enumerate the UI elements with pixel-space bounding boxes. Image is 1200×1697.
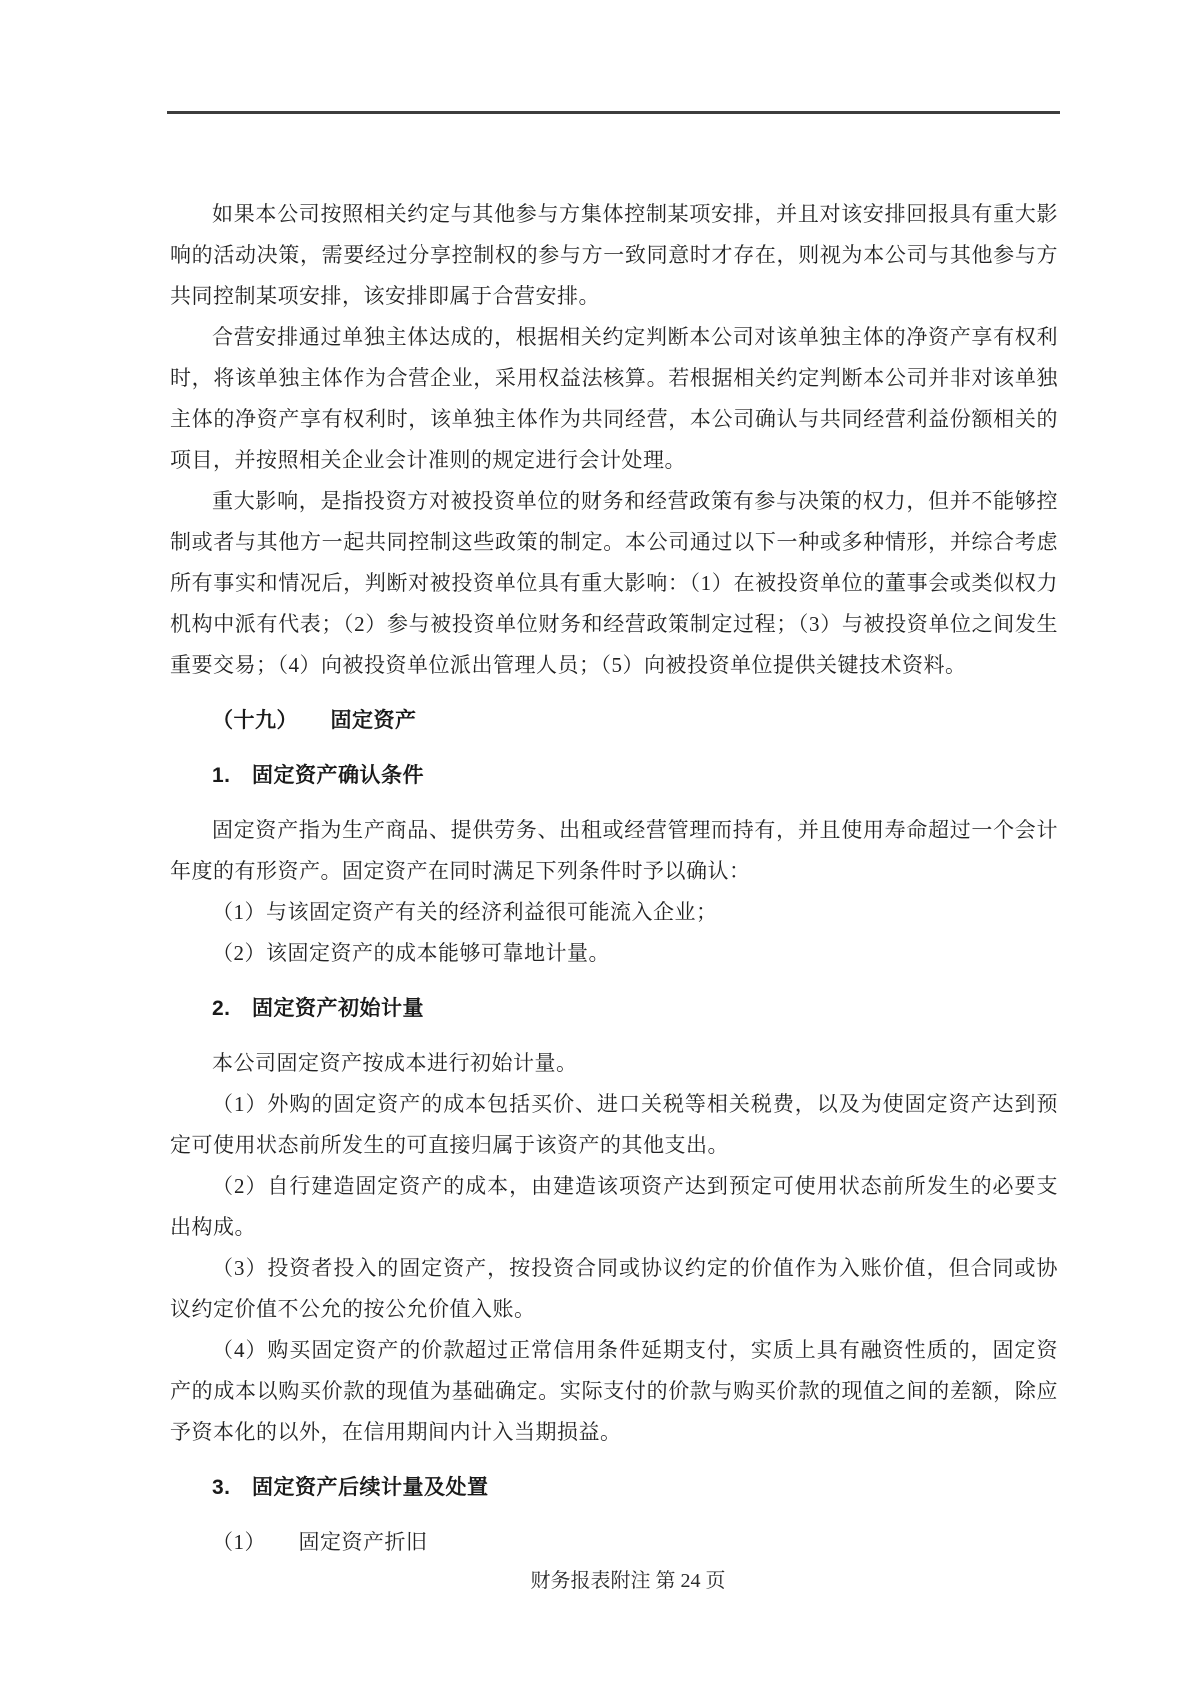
list-item-measurement-3: （3）投资者投入的固定资产，按投资合同或协议约定的价值作为入账价值，但合同或协议约定价值不公允的按公允价值入账。 <box>170 1256 1058 1321</box>
page-footer: 财务报表附注 第 24 页 <box>530 1570 726 1592</box>
subsection-heading-subsequent-measurement: 3. 固定资产后续计量及处置 <box>212 1476 489 1499</box>
document-body <box>170 194 1058 1563</box>
list-item-measurement-2: （2）自行建造固定资产的成本，由建造该项资产达到预定可使用状态前所发生的必要支出构成。 <box>170 1174 1058 1239</box>
list-item-measurement-4: （4）购买固定资产的价款超过正常信用条件延期支付，实质上具有融资性质的，固定资产的成本以购买价款的现值为基础确定。实际支付的价款与购买价款的现值之间的差额，除应予资本化的以外，在信用期间内计入当期损益。 <box>170 1338 1058 1444</box>
header-rule <box>167 111 1060 114</box>
list-item-recognition-2: （2）该固定资产的成本能够可靠地计量。 <box>212 941 610 965</box>
subsection-heading-recognition: 1. 固定资产确认条件 <box>212 764 425 787</box>
paragraph-initial-measurement: 本公司固定资产按成本进行初始计量。 <box>212 1051 578 1075</box>
paragraph-joint-control: 如果本公司按照相关约定与其他参与方集体控制某项安排，并且对该安排回报具有重大影响的活动决策，需要经过分享控制权的参与方一致同意时才存在，则视为本公司与其他参与方共同控制某项安排，该安排即属于合营安排。 <box>170 202 1058 308</box>
section-heading-fixed-assets: （十九） 固定资产 <box>212 709 417 732</box>
list-item-measurement-1: （1）外购的固定资产的成本包括买价、进口关税等相关税费，以及为使固定资产达到预定可使用状态前所发生的可直接归属于该资产的其他支出。 <box>170 1092 1058 1157</box>
paragraph-fixed-asset-definition: 固定资产指为生产商品、提供劳务、出租或经营管理而持有，并且使用寿命超过一个会计年度的有形资产。固定资产在同时满足下列条件时予以确认： <box>170 818 1058 883</box>
subsection-heading-initial-measurement: 2. 固定资产初始计量 <box>212 997 425 1020</box>
paragraph-joint-venture: 合营安排通过单独主体达成的，根据相关约定判断本公司对该单独主体的净资产享有权利时，将该单独主体作为合营企业，采用权益法核算。若根据相关约定判断本公司并非对该单独主体的净资产享有权利时，该单独主体作为共同经营，本公司确认与共同经营利益份额相关的项目，并按照相关企业会计准则的规定进行会计处理。 <box>170 325 1058 472</box>
paragraph-significant-influence: 重大影响，是指投资方对被投资单位的财务和经营政策有参与决策的权力，但并不能够控制或者与其他方一起共同控制这些政策的制定。本公司通过以下一种或多种情形，并综合考虑所有事实和情况后，判断对被投资单位具有重大影响：（1）在被投资单位的董事会或类似权力机构中派有代表；（2）参与被投资单位财务和经营政策制定过程；（3）与被投资单位之间发生重要交易；（4）向被投资单位派出管理人员；（5）向被投资单位提供关键技术资料。 <box>170 489 1058 677</box>
sub-heading-depreciation: （1） 固定资产折旧 <box>212 1530 428 1554</box>
list-item-recognition-1: （1）与该固定资产有关的经济利益很可能流入企业； <box>212 900 718 924</box>
